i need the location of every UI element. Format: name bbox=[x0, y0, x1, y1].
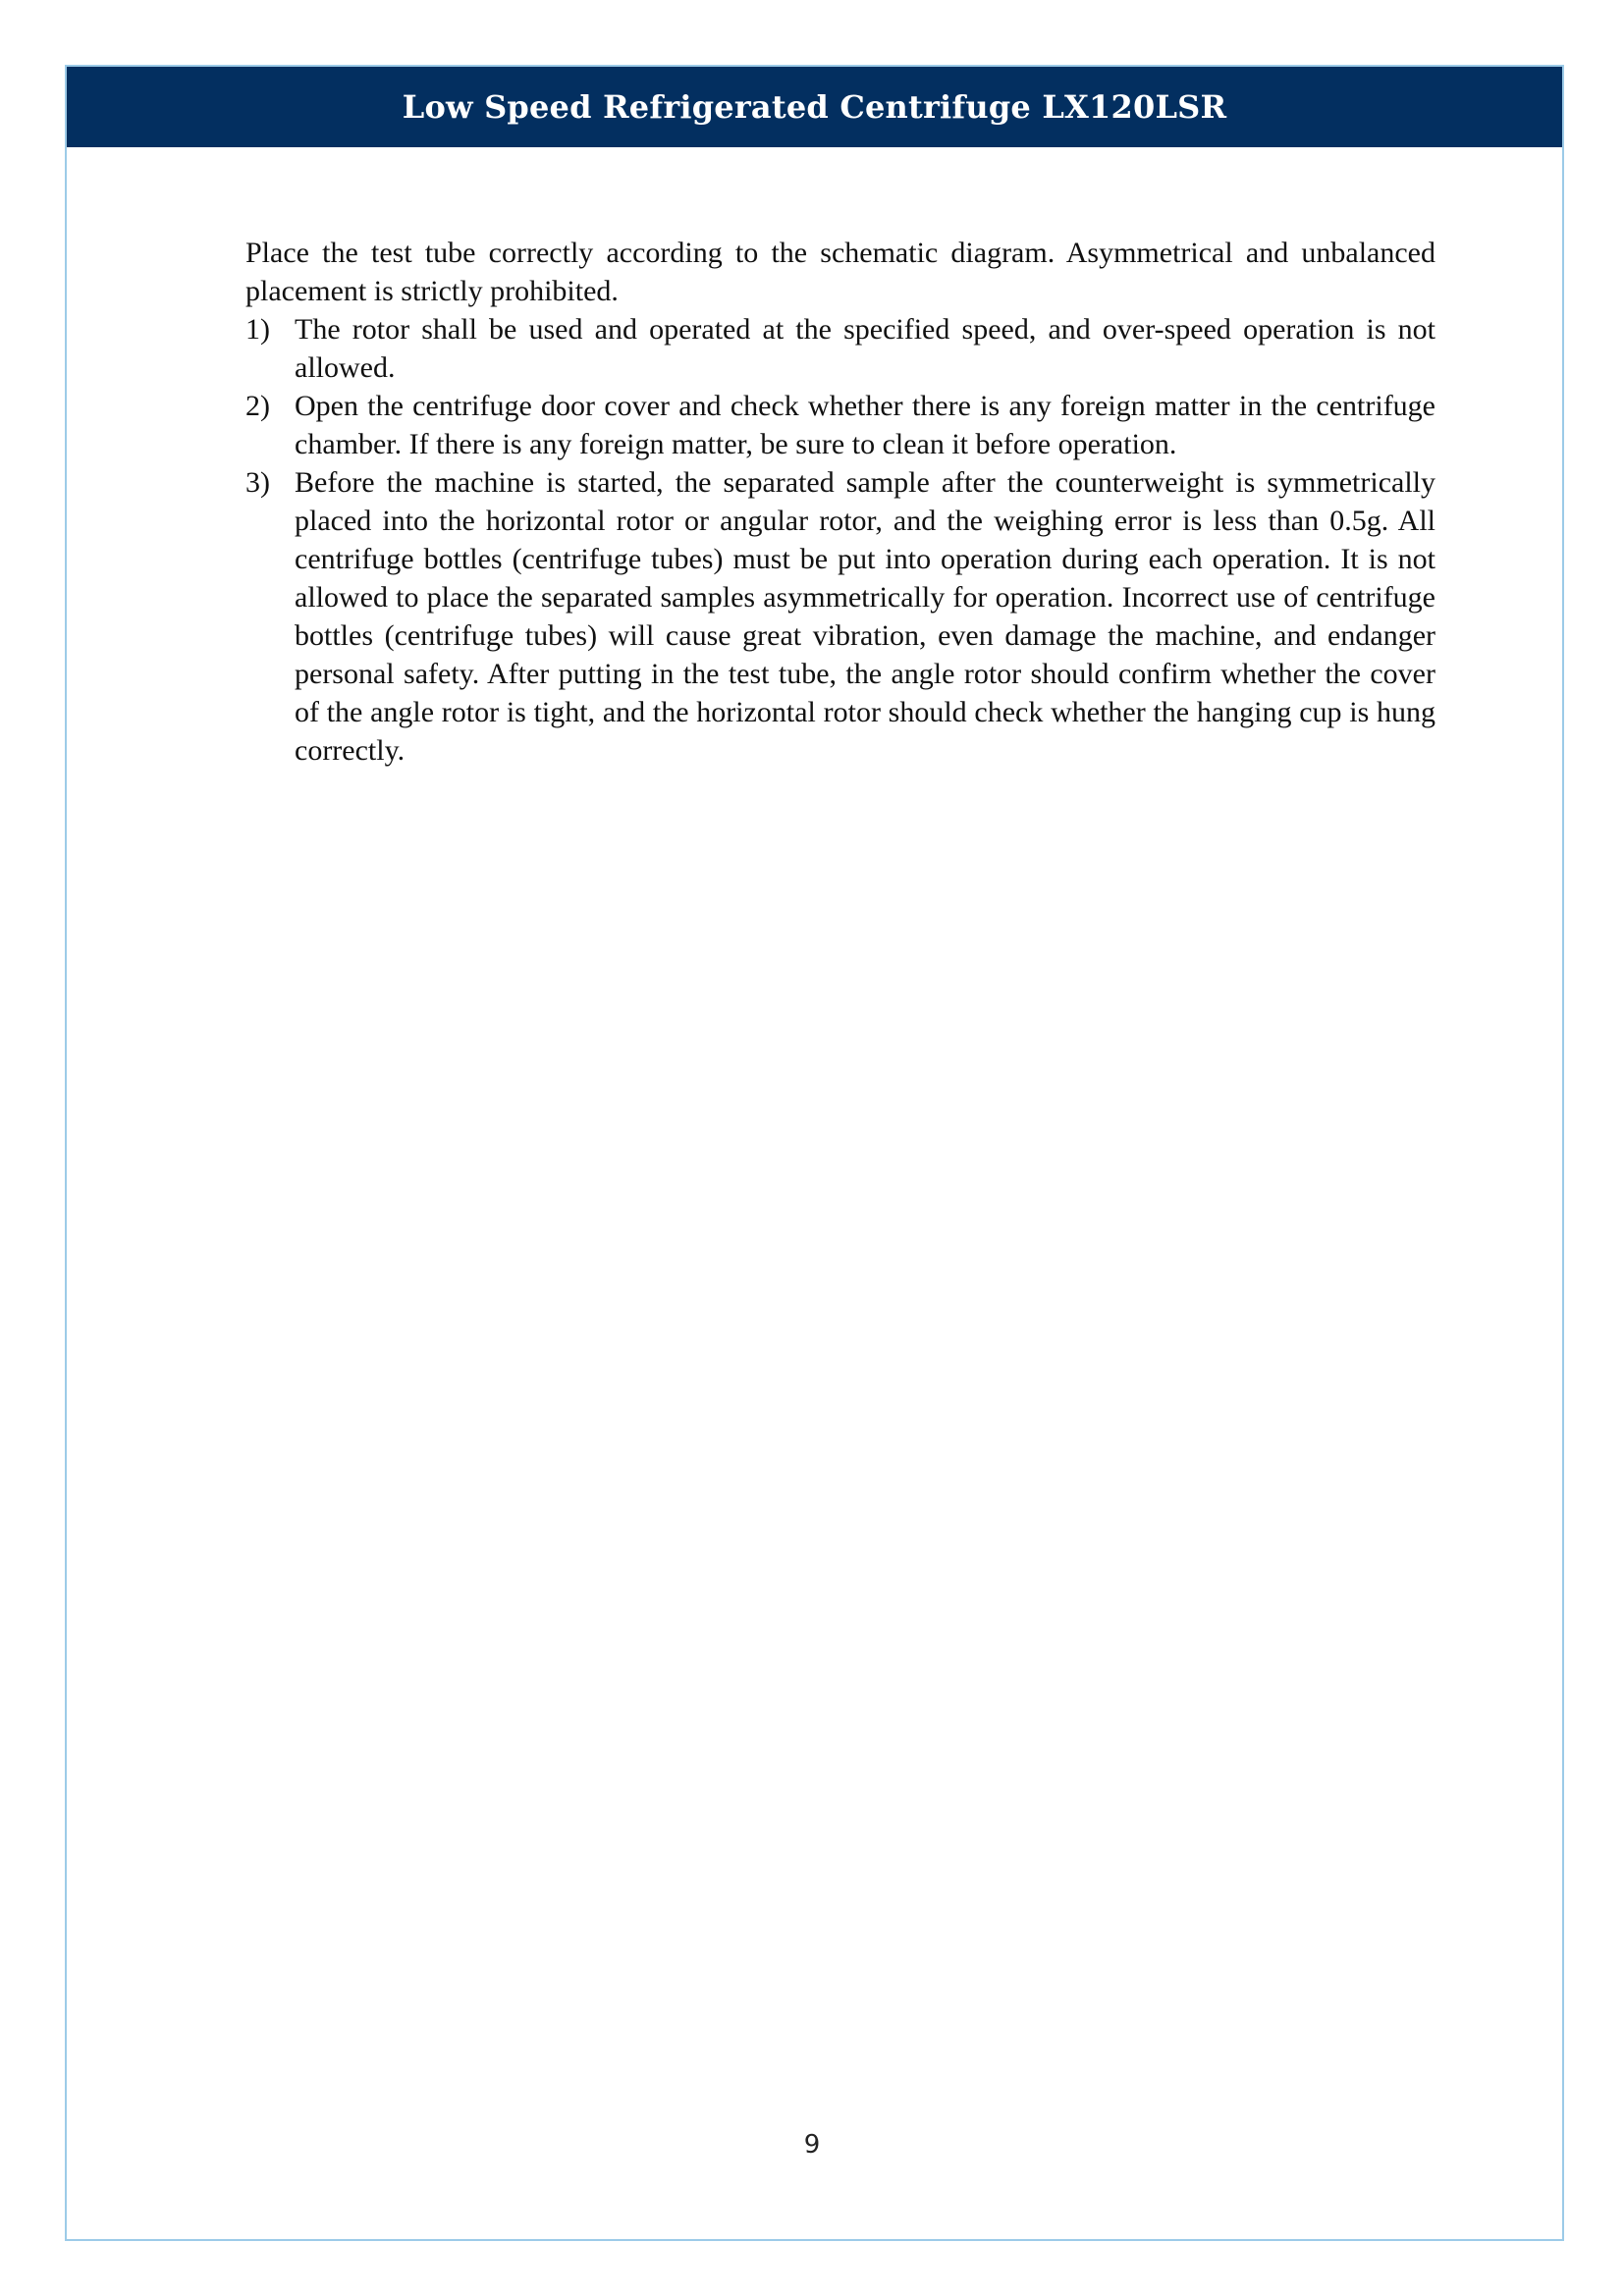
page-title: Low Speed Refrigerated Centrifuge LX120LSR bbox=[402, 88, 1227, 126]
instruction-list bbox=[245, 310, 1435, 770]
list-item-number: 1) bbox=[245, 313, 270, 346]
page-number: 9 bbox=[803, 2130, 821, 2160]
list-item-number: 2) bbox=[245, 390, 270, 422]
intro-paragraph: Place the test tube correctly according to the schematic diagram. Asymmetrical and unbalanced placement is strictly prohibited. bbox=[245, 237, 1435, 307]
list-item-text: Before the machine is started, the separated sample after the counterweight is symmetrically placed into the horizontal rotor or angular rotor, and the weighing error is less than 0.5g. All centrifuge bottles (centrifuge tubes) must be put into operation during each operation. It is not allowed to place the separated samples asymmetrically for operation. Incorrect use of centrifuge bottles (centrifuge tubes) will cause great vibration, even damage the machine, and endanger personal safety. After putting in the test tube, the angle rotor should confirm whether the cover of the angle rotor is tight, and the horizontal rotor should check whether the hanging cup is hung correctly. bbox=[295, 466, 1435, 767]
list-item bbox=[245, 463, 1435, 770]
list-item bbox=[245, 387, 1435, 463]
list-item-text: Open the centrifuge door cover and check whether there is any foreign matter in the centrifuge chamber. If there is any foreign matter, be sure to clean it before operation. bbox=[295, 390, 1435, 460]
document-body bbox=[245, 234, 1435, 770]
list-item-number: 3) bbox=[245, 466, 270, 499]
list-item bbox=[245, 310, 1435, 387]
list-item-text: The rotor shall be used and operated at the specified speed, and over-speed operation is not allowed. bbox=[295, 313, 1435, 384]
header-bar bbox=[67, 67, 1562, 147]
